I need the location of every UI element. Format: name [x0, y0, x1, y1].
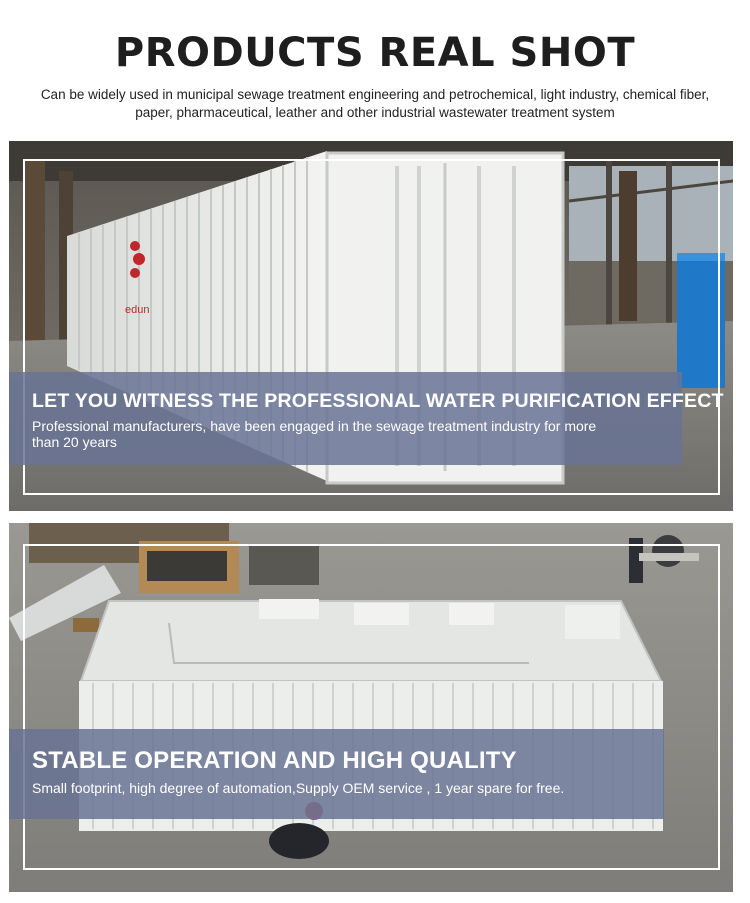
caption-heading: LET YOU WITNESS THE PROFESSIONAL WATER PURIFICATION EFFECT [32, 390, 724, 412]
caption-body: Small footprint, high degree of automation,Supply OEM service , 1 year spare for free. [32, 780, 565, 796]
svg-text:edun: edun [125, 304, 150, 316]
photo-frame [23, 544, 720, 870]
caption-body: Professional manufacturers, have been engaged in the sewage treatment industry for more than 20 years [32, 418, 597, 450]
page-subtitle: Can be widely used in municipal sewage treatment engineering and petrochemical, light industry, chemical fiber, paper, pharmaceutical, leather and other industrial wastewater treatment system [40, 87, 710, 120]
caption-band [9, 729, 664, 819]
caption-heading: STABLE OPERATION AND HIGH QUALITY [32, 747, 517, 774]
product-photo-container-side [9, 141, 733, 511]
product-photo-container-top [9, 523, 733, 892]
page-title: PRODUCTS REAL SHOT [114, 30, 636, 76]
caption-band [9, 372, 724, 465]
